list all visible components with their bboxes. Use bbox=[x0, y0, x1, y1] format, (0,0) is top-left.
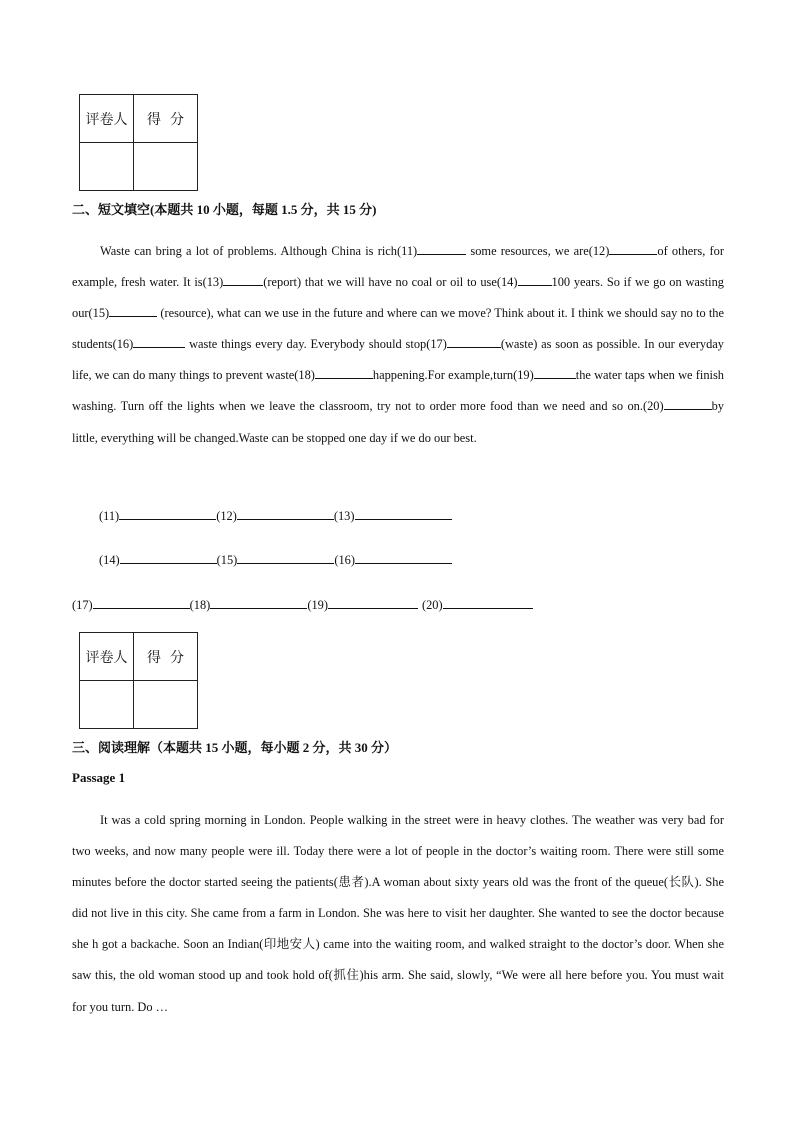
cloze-passage bbox=[72, 236, 724, 454]
section2-heading: 二、短文填空(本题共 10 小题，每题 1.5 分，共 15 分) bbox=[72, 202, 377, 217]
passage-text: of others, for example, fresh water. It is(13) bbox=[72, 244, 724, 290]
passage-text: (waste) as soon as possible. In our everyday life, we can do many things to prevent waste(18) bbox=[72, 337, 724, 383]
blank-14[interactable] bbox=[518, 274, 552, 286]
blank-15[interactable] bbox=[109, 305, 157, 317]
answer-row-2 bbox=[99, 552, 452, 568]
answer-label: (18) bbox=[189, 598, 211, 612]
answer-line-15[interactable] bbox=[237, 552, 334, 564]
answer-line-14[interactable] bbox=[120, 552, 217, 564]
passage-text: Waste can bring a lot of problems. Although China is rich(11) bbox=[100, 244, 418, 258]
passage-title: Passage 1 bbox=[72, 770, 126, 785]
blank-19[interactable] bbox=[534, 367, 576, 379]
answer-label: (14) bbox=[99, 553, 120, 567]
grader-label: 评卷人 bbox=[80, 95, 134, 143]
score-label: 得分 bbox=[133, 633, 197, 681]
passage-text: 100 years. So if we go on wasting our(15) bbox=[72, 275, 724, 321]
answer-label: (11) bbox=[99, 509, 120, 523]
passage-text: by little, everything will be changed.Waste can be stopped one day if we do our best. bbox=[72, 399, 724, 445]
blank-16[interactable] bbox=[133, 336, 185, 348]
passage-text: (resource), what can we use in the future and where can we move? Think about it. I think we should say no to the students(16) bbox=[72, 306, 724, 352]
answer-line-12[interactable] bbox=[237, 508, 334, 520]
score-cell[interactable] bbox=[133, 681, 197, 729]
answer-line-16[interactable] bbox=[355, 552, 452, 564]
answer-line-19[interactable] bbox=[328, 597, 418, 609]
passage-text: (report) that we will have no coal or oil to use(14) bbox=[263, 275, 518, 290]
blank-12[interactable] bbox=[609, 243, 657, 255]
answer-label: (20) bbox=[421, 598, 443, 612]
score-cell[interactable] bbox=[133, 143, 197, 191]
blank-13[interactable] bbox=[223, 274, 263, 286]
answer-line-11[interactable] bbox=[119, 508, 216, 520]
blank-11[interactable] bbox=[417, 243, 466, 255]
answer-line-18[interactable] bbox=[210, 597, 307, 609]
blank-20[interactable] bbox=[664, 398, 712, 410]
score-table-1 bbox=[79, 94, 198, 191]
passage-text: the water taps when we finish washing. Turn off the lights when we leave the classroom, try not to order more food than we need and so on.(20) bbox=[72, 368, 724, 414]
answer-line-13[interactable] bbox=[355, 508, 452, 520]
answer-label: (19) bbox=[307, 598, 328, 612]
answer-label: (15) bbox=[216, 553, 238, 567]
answer-label: (12) bbox=[216, 509, 237, 523]
answer-label: (17) bbox=[72, 598, 93, 612]
reading-passage bbox=[72, 805, 724, 1023]
answer-label: (13) bbox=[333, 509, 355, 523]
passage-text: waste things every day. Everybody should stop(17) bbox=[185, 337, 447, 352]
passage-text: It was a cold spring morning in London. People walking in the street were in heavy clothes. The weather was very bad for two weeks, and now many people were ill. Today there were a lot of people in the doctor’s waiting room. There were still some minutes before the doctor started seeing the patients(患者).A woman about sixty years old was the front of the queue(长队). She did not live in this city. She came from a farm in London. She was here to visit her daughter. She wanted to see the doctor because she h got a backache. Soon an Indian(印地安人) came into the waiting room, and walked straight to the doctor’s door. When she saw this, the old woman stood up and took hold of(抓住)his arm. She said, slowly, “We were all here before you. You must wait for you turn. Do … bbox=[72, 813, 724, 1014]
answer-row-3 bbox=[72, 597, 533, 613]
passage-text: happening.For example,turn(19) bbox=[372, 368, 534, 383]
answer-line-20[interactable] bbox=[443, 597, 533, 609]
score-label: 得分 bbox=[133, 95, 197, 143]
answer-line-17[interactable] bbox=[93, 597, 190, 609]
section3-heading: 三、阅读理解（本题共 15 小题，每小题 2 分，共 30 分） bbox=[72, 740, 398, 755]
answer-row-1 bbox=[99, 508, 452, 524]
grader-label: 评卷人 bbox=[80, 633, 134, 681]
blank-18[interactable] bbox=[315, 367, 373, 379]
grader-cell[interactable] bbox=[80, 681, 134, 729]
blank-17[interactable] bbox=[447, 336, 501, 348]
score-table-2 bbox=[79, 632, 198, 729]
grader-cell[interactable] bbox=[80, 143, 134, 191]
passage-text: some resources, we are(12) bbox=[466, 244, 610, 258]
answer-label: (16) bbox=[334, 553, 355, 567]
